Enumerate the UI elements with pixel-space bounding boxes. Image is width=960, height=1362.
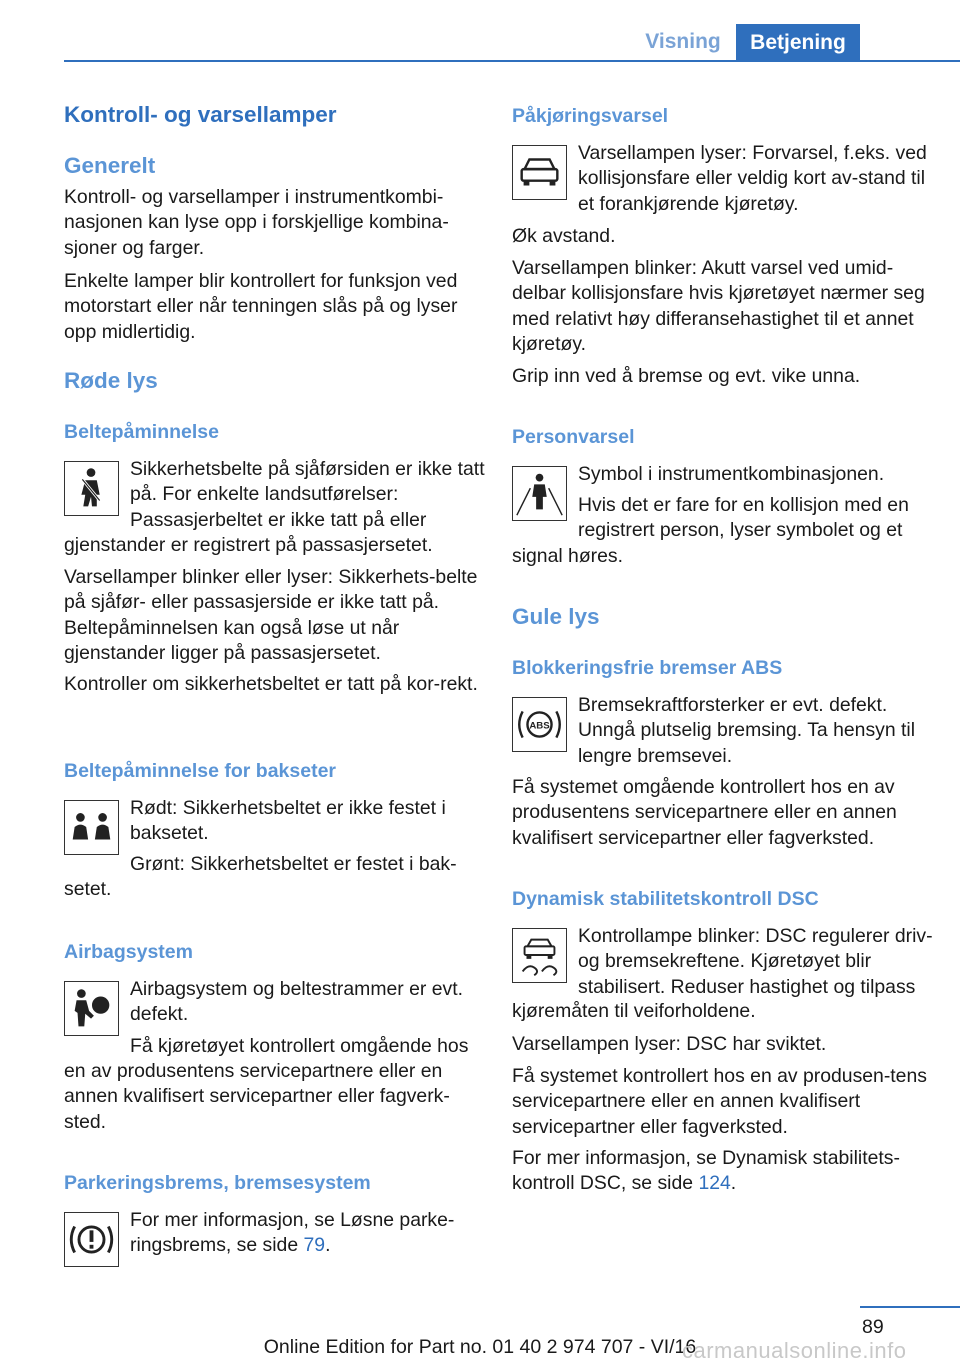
footer-rule [860, 1306, 960, 1308]
airbag-paragraph-2a: Få kjøretøyet kontrollert omgående hos [130, 1035, 469, 1057]
dsc-paragraph-4: For mer informasjon, se Dynamisk stabilitets-kontroll DSC, se side 124. [512, 1147, 900, 1195]
page-link-79[interactable]: 79 [303, 1234, 326, 1257]
abs-paragraph-1: Bremsekraftforsterker er evt. defekt. Unngå plutselig bremsing. Ta hensyn til lengre bremsevei. [578, 694, 916, 767]
person-paragraph-2b: signal høres. [512, 545, 624, 567]
belt-reminder-heading: Beltepåminnelse [64, 421, 219, 443]
parking-brake-paragraph: For mer informasjon, se Løsne parke-ringsbrems, se side 79. [130, 1209, 455, 1257]
belt-paragraph-3: Kontroller om sikkerhetsbeltet er tatt på kor-rekt. [64, 673, 478, 695]
section-title: Kontroll- og varsellamper [64, 102, 337, 127]
page-number: 89 [862, 1316, 884, 1338]
general-heading: Generelt [64, 153, 156, 178]
rear-paragraph-2b: setet. [64, 878, 112, 900]
person-paragraph-2a: Hvis det er fare for en kollisjon med en registrert person, lyser symbolet og et [578, 494, 909, 542]
top-bar [0, 0, 960, 62]
dsc-paragraph-2: Varsellampen lyser: DSC har sviktet. [512, 1033, 827, 1055]
header-rule [64, 60, 960, 62]
general-paragraph-2: Enkelte lamper blir kontrollert for funksjon ved motorstart eller når tenningen slås på og lyser opp midlertidig. [64, 270, 458, 343]
collision-paragraph-2: Øk avstand. [512, 225, 616, 247]
abs-heading: Blokkeringsfrie bremser ABS [512, 657, 783, 679]
dsc-paragraph-1a: Kontrollampe blinker: DSC regulerer driv- og bremsekreftene. Kjøretøyet blir stabilisert. Reduser hastighet og tilpass [578, 925, 933, 998]
airbag-paragraph-1: Airbagsystem og beltestrammer er evt. defekt. [130, 978, 463, 1026]
person-paragraph-1: Symbol i instrumentkombinasjonen. [578, 463, 885, 485]
pedestrian-warning-icon [512, 466, 567, 521]
front-collision-icon [512, 145, 567, 200]
page-link-124[interactable]: 124 [698, 1172, 731, 1195]
airbag-heading: Airbagsystem [64, 941, 193, 963]
dsc-paragraph-1b: kjøremåten til veiforholdene. [512, 1000, 756, 1022]
rear-belt-heading: Beltepåminnelse for bakseter [64, 760, 337, 782]
collision-paragraph-3: Varsellampen blinker: Akutt varsel ved umid-delbar kollisjonsfare hvis kjøretøyet nærmer seg med relativt høy differansehastighet til et annet kjøretøy. [512, 257, 925, 355]
yellow-lights-heading: Gule lys [512, 604, 600, 629]
dsc-paragraph-3: Få systemet kontrollert hos en av produsen-tens servicepartnere eller en annen kvalifisert servicepartner eller fagverksted. [512, 1065, 927, 1138]
tab-betjening[interactable]: Betjening [736, 24, 860, 62]
dsc-icon [512, 928, 567, 983]
collision-paragraph-1: Varsellampen lyser: Forvarsel, f.eks. ved kollisjonsfare eller veldig kort av-stand til et forankjørende kjøretøy. [578, 142, 927, 215]
parking-brake-heading: Parkeringsbrems, bremsesystem [64, 1172, 371, 1194]
edition-footer: Online Edition for Part no. 01 40 2 974 707 - VI/16 [263, 1336, 697, 1358]
airbag-icon [64, 981, 119, 1036]
airbag-paragraph-2b: en av produsentens servicepartnere eller en annen kvalifisert servicepartner eller fagverk-sted. [64, 1060, 450, 1133]
rear-paragraph-1: Rødt: Sikkerhetsbeltet er ikke festet i baksetet. [130, 797, 446, 845]
red-lights-heading: Røde lys [64, 368, 158, 393]
belt-paragraph-1b: gjenstander er registrert på passasjersetet. [64, 534, 433, 556]
rear-seatbelt-icon [64, 800, 119, 855]
svg-text:ABS: ABS [529, 720, 550, 732]
person-warning-heading: Personvarsel [512, 426, 635, 448]
rear-paragraph-2a: Grønt: Sikkerhetsbeltet er festet i bak- [130, 853, 457, 875]
parking-brake-icon [64, 1212, 119, 1267]
seatbelt-reminder-icon [64, 461, 119, 516]
collision-paragraph-4: Grip inn ved å bremse og evt. vike unna. [512, 365, 861, 387]
belt-paragraph-2: Varsellamper blinker eller lyser: Sikkerhets-belte på sjåfør- eller passasjerside er ikke tatt på. Beltepåminnelsen kan også løse ut når gjenstander ligger på passasjersetet. [64, 566, 478, 664]
abs-icon [512, 697, 567, 752]
dsc-heading: Dynamisk stabilitetskontroll DSC [512, 888, 819, 910]
watermark: carmanualsonline.info [682, 1338, 907, 1362]
abs-paragraph-2: Få systemet omgående kontrollert hos en av produsentens servicepartnere eller en annen kvalifisert servicepartner eller fagverksted. [512, 776, 897, 849]
general-paragraph-1: Kontroll- og varsellamper i instrumentkombi-nasjonen kan lyse opp i forskjellige kombina-sjoner og farger. [64, 186, 449, 259]
tab-visning[interactable]: Visning [645, 30, 721, 53]
collision-warning-heading: Påkjøringsvarsel [512, 105, 669, 127]
belt-paragraph-1a: Sikkerhetsbelte på sjåførsiden er ikke tatt på. For enkelte landsutførelser: Passasjerbeltet er ikke tatt på eller [130, 458, 485, 531]
